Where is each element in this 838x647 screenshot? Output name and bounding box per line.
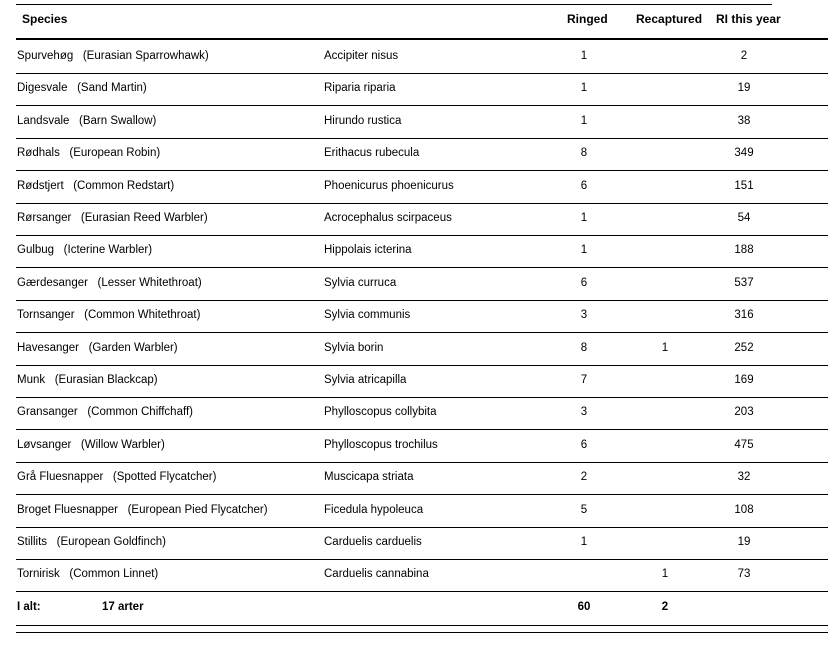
latin-name-cell: Muscicapa striata bbox=[324, 471, 414, 484]
species-name-cell: Broget Fluesnapper (European Pied Flycatcher) bbox=[17, 503, 268, 516]
total-label: I alt: bbox=[17, 601, 41, 613]
ringed-cell: 1 bbox=[580, 244, 588, 257]
table-row bbox=[16, 138, 828, 171]
latin-name-cell: Phylloscopus collybita bbox=[324, 406, 437, 419]
header-recaptured: Recaptured bbox=[636, 12, 703, 26]
bottom-rule-1 bbox=[16, 625, 828, 626]
latin-name-cell: Sylvia borin bbox=[324, 341, 384, 354]
ri-this-year-cell: 54 bbox=[737, 212, 751, 224]
ri-this-year-cell: 108 bbox=[734, 503, 754, 516]
top-rule bbox=[16, 4, 772, 5]
table-row bbox=[16, 73, 828, 106]
table-row bbox=[16, 462, 828, 495]
ringed-cell: 1 bbox=[580, 50, 588, 62]
header-rule bbox=[16, 38, 828, 40]
ri-this-year-cell: 252 bbox=[734, 341, 754, 354]
latin-name-cell: Carduelis carduelis bbox=[324, 536, 422, 548]
bottom-rule-2 bbox=[16, 632, 828, 633]
ringed-cell: 1 bbox=[580, 82, 588, 95]
ri-this-year-cell: 188 bbox=[734, 244, 754, 257]
total-recaptured: 2 bbox=[661, 601, 669, 613]
header-species: Species bbox=[22, 12, 68, 26]
ringed-cell: 7 bbox=[580, 374, 588, 386]
ri-this-year-cell: 2 bbox=[740, 50, 748, 62]
table-row bbox=[16, 235, 828, 268]
ringed-cell: 1 bbox=[580, 536, 588, 548]
ri-this-year-cell: 19 bbox=[737, 82, 751, 95]
header-ringed: Ringed bbox=[567, 12, 608, 26]
ri-this-year-cell: 38 bbox=[737, 114, 751, 127]
latin-name-cell: Accipiter nisus bbox=[324, 50, 399, 62]
ringed-cell: 3 bbox=[580, 309, 588, 322]
ri-this-year-cell: 316 bbox=[734, 309, 754, 322]
table-row bbox=[16, 430, 828, 463]
species-name-cell: Tornsanger (Common Whitethroat) bbox=[17, 309, 201, 322]
latin-name-cell: Phoenicurus phoenicurus bbox=[324, 179, 454, 192]
table-row bbox=[16, 397, 828, 430]
species-name-cell: Rørsanger (Eurasian Reed Warbler) bbox=[17, 212, 208, 224]
species-name-cell: Spurvehøg (Eurasian Sparrowhawk) bbox=[17, 50, 209, 62]
ringed-cell: 8 bbox=[580, 341, 588, 354]
ringed-cell: 1 bbox=[580, 212, 588, 224]
table-row bbox=[16, 527, 828, 560]
latin-name-cell: Sylvia communis bbox=[324, 309, 411, 322]
total-ringed: 60 bbox=[577, 601, 591, 613]
table-row bbox=[16, 268, 828, 301]
species-name-cell: Rødhals (European Robin) bbox=[17, 147, 161, 160]
ri-this-year-cell: 169 bbox=[734, 374, 754, 386]
ri-this-year-cell: 349 bbox=[734, 147, 754, 160]
recaptured-cell: 1 bbox=[661, 341, 669, 354]
species-name-cell: Tornirisk (Common Linnet) bbox=[17, 568, 159, 581]
latin-name-cell: Ficedula hypoleuca bbox=[324, 503, 424, 516]
species-name-cell: Gærdesanger (Lesser Whitethroat) bbox=[17, 276, 202, 289]
latin-name-cell: Riparia riparia bbox=[324, 82, 396, 95]
ringed-cell: 2 bbox=[580, 471, 588, 484]
ringed-cell: 6 bbox=[580, 438, 588, 451]
latin-name-cell: Carduelis cannabina bbox=[324, 568, 429, 581]
total-species-count: 17 arter bbox=[102, 601, 144, 613]
table-row bbox=[16, 300, 828, 333]
ringed-cell: 6 bbox=[580, 179, 588, 192]
table-row bbox=[16, 41, 828, 74]
latin-name-cell: Sylvia atricapilla bbox=[324, 374, 407, 386]
ringed-cell: 1 bbox=[580, 114, 588, 127]
species-name-cell: Grå Fluesnapper (Spotted Flycatcher) bbox=[17, 471, 217, 484]
table-row bbox=[16, 106, 828, 139]
ringed-cell: 8 bbox=[580, 147, 588, 160]
species-name-cell: Gulbug (Icterine Warbler) bbox=[17, 244, 153, 257]
ri-this-year-cell: 203 bbox=[734, 406, 754, 419]
table-row bbox=[16, 203, 828, 236]
ri-this-year-cell: 151 bbox=[734, 179, 754, 192]
total-row bbox=[16, 593, 828, 623]
species-name-cell: Rødstjert (Common Redstart) bbox=[17, 179, 175, 192]
ri-this-year-cell: 475 bbox=[734, 438, 754, 451]
recaptured-cell: 1 bbox=[661, 568, 669, 581]
species-name-cell: Havesanger (Garden Warbler) bbox=[17, 341, 178, 354]
latin-name-cell: Erithacus rubecula bbox=[324, 147, 420, 160]
species-name-cell: Stillits (European Goldfinch) bbox=[17, 536, 166, 548]
latin-name-cell: Phylloscopus trochilus bbox=[324, 438, 438, 451]
ri-this-year-cell: 73 bbox=[737, 568, 751, 581]
species-name-cell: Landsvale (Barn Swallow) bbox=[17, 114, 157, 127]
ringed-cell: 6 bbox=[580, 276, 588, 289]
latin-name-cell: Sylvia curruca bbox=[324, 276, 397, 289]
table-row bbox=[16, 365, 828, 398]
ringed-cell: 3 bbox=[580, 406, 588, 419]
table-row bbox=[16, 171, 828, 204]
latin-name-cell: Hippolais icterina bbox=[324, 244, 412, 257]
species-name-cell: Munk (Eurasian Blackcap) bbox=[17, 374, 158, 386]
species-name-cell: Gransanger (Common Chiffchaff) bbox=[17, 406, 193, 419]
header-ri-this-year: RI this year bbox=[716, 12, 781, 26]
table-row bbox=[16, 495, 828, 528]
latin-name-cell: Hirundo rustica bbox=[324, 114, 402, 127]
ri-this-year-cell: 19 bbox=[737, 536, 751, 548]
table-row bbox=[16, 333, 828, 366]
latin-name-cell: Acrocephalus scirpaceus bbox=[324, 212, 452, 224]
ri-this-year-cell: 537 bbox=[734, 276, 754, 289]
table-row bbox=[16, 559, 828, 592]
ringed-cell: 5 bbox=[580, 503, 588, 516]
species-name-cell: Digesvale (Sand Martin) bbox=[17, 82, 147, 95]
species-name-cell: Løvsanger (Willow Warbler) bbox=[17, 438, 165, 451]
ri-this-year-cell: 32 bbox=[737, 471, 751, 484]
